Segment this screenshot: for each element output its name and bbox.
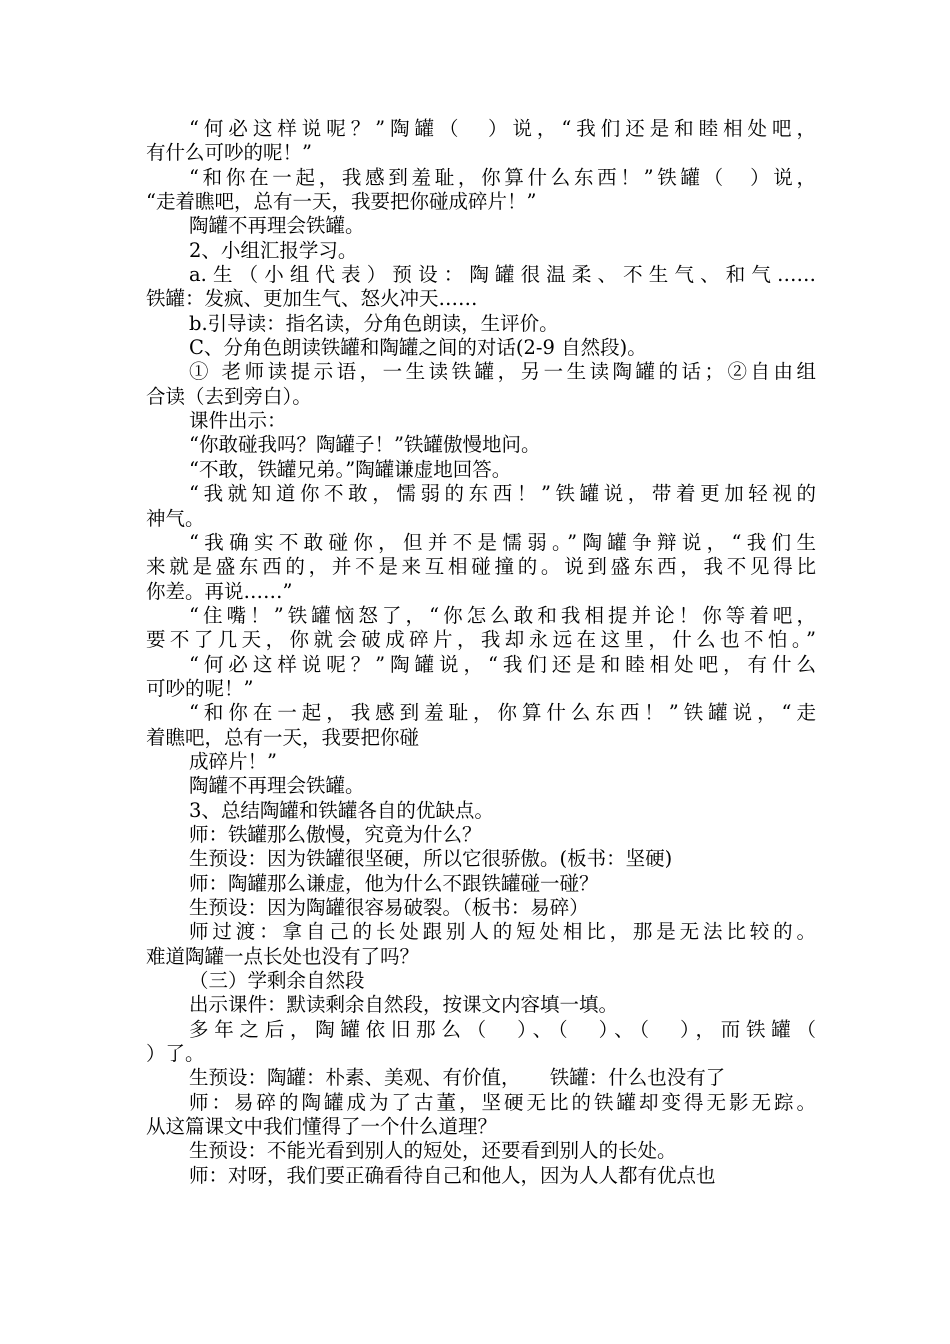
text-line: 陶罐不再理会铁罐。 <box>189 214 365 238</box>
text-line: 生预设：因为铁罐很坚硬，所以它很骄傲。(板书：坚硬) <box>189 847 673 871</box>
text-line: “你敢碰我吗？陶罐子！”铁罐傲慢地问。 <box>189 433 541 457</box>
text-line: 出示课件：默读剩余自然段，按课文内容填一填。 <box>189 993 619 1017</box>
text-line: 难道陶罐一点长处也没有了吗？ <box>146 944 420 968</box>
text-line: 神气。 <box>146 506 205 530</box>
text-line: “何必这样说呢？”陶罐（ ）说，“我们还是和睦相处吧， <box>189 117 816 140</box>
text-line: 可吵的呢！” <box>146 676 254 700</box>
text-line: a.生（小组代表）预设：陶罐很温柔、不生气、和气…… <box>189 263 816 287</box>
text-line: ① 老师读提示语，一生读铁罐，另一生读陶罐的话；②自由组 <box>189 360 816 384</box>
text-line: 你差。再说……” <box>146 579 293 603</box>
text-line: “我就知道你不敢，懦弱的东西！”铁罐说，带着更加轻视的 <box>189 482 816 506</box>
text-line: 铁罐：发疯、更加生气、怒火冲天…… <box>146 287 478 311</box>
document-body <box>146 117 816 1188</box>
text-line: 2、小组汇报学习。 <box>189 238 358 262</box>
text-line: 从这篇课文中我们懂得了一个什么道理？ <box>146 1115 498 1139</box>
text-line: “走着瞧吧，总有一天，我要把你碰成碎片！” <box>146 190 537 214</box>
text-line: 成碎片！” <box>189 749 277 773</box>
text-line: C、分角色朗读铁罐和陶罐之间的对话(2-9 自然段)。 <box>189 336 647 360</box>
text-line: 师：易碎的陶罐成为了古董，坚硬无比的铁罐却变得无影无踪。 <box>189 1090 816 1114</box>
text-line: “和你在一起，我感到羞耻，你算什么东西！”铁罐（ ）说， <box>189 165 816 189</box>
text-line: 合读（去到旁白）。 <box>146 384 312 408</box>
text-line: “我确实不敢碰你，但并不是懦弱。”陶罐争辩说，“我们生 <box>189 530 816 554</box>
text-line: 课件出示： <box>189 409 287 433</box>
text-line: 来就是盛东西的，并不是来互相碰撞的。说到盛东西，我不见得比 <box>146 555 816 579</box>
text-line: 师过渡：拿自己的长处跟别人的短处相比，那是无法比较的。 <box>189 920 816 944</box>
text-line: 生预设：陶罐：朴素、美观、有价值， 铁罐：什么也没有了 <box>189 1066 726 1090</box>
text-line: “不敢，铁罐兄弟。”陶罐谦虚地回答。 <box>189 457 512 481</box>
text-line: 陶罐不再理会铁罐。 <box>189 774 365 798</box>
text-line: 多年之后，陶罐依旧那么（ ）、（ ）、（ ），而铁罐（ <box>189 1017 816 1041</box>
text-line: “和你在一起，我感到羞耻，你算什么东西！”铁罐说，“走 <box>189 701 816 725</box>
text-line: 生预设：不能光看到别人的短处，还要看到别人的长处。 <box>189 1139 677 1163</box>
text-line: “何必这样说呢？”陶罐说，“我们还是和睦相处吧，有什么 <box>189 652 816 676</box>
text-line: 着瞧吧，总有一天，我要把你碰 <box>146 725 420 749</box>
text-line: 师：铁罐那么傲慢，究竟为什么？ <box>189 822 482 846</box>
text-line: “住嘴！”铁罐恼怒了，“你怎么敢和我相提并论！你等着吧， <box>189 603 816 627</box>
text-line: 有什么可吵的呢！” <box>146 141 312 165</box>
text-line: 3、总结陶罐和铁罐各自的优缺点。 <box>189 798 494 822</box>
text-line: 师：陶罐那么谦虚，他为什么不跟铁罐碰一碰？ <box>189 871 599 895</box>
text-line: 师：对呀，我们要正确看待自己和他人，因为人人都有优点也 <box>189 1163 716 1187</box>
text-line: （三）学剩余自然段 <box>189 969 365 993</box>
text-line: b.引导读：指名读，分角色朗读，生评价。 <box>189 311 559 335</box>
text-line: 要不了几天，你就会破成碎片，我却永远在这里，什么也不怕。” <box>146 628 816 652</box>
text-line: ）了。 <box>146 1042 205 1066</box>
text-line: 生预设：因为陶罐很容易破裂。（板书：易碎） <box>189 896 589 919</box>
